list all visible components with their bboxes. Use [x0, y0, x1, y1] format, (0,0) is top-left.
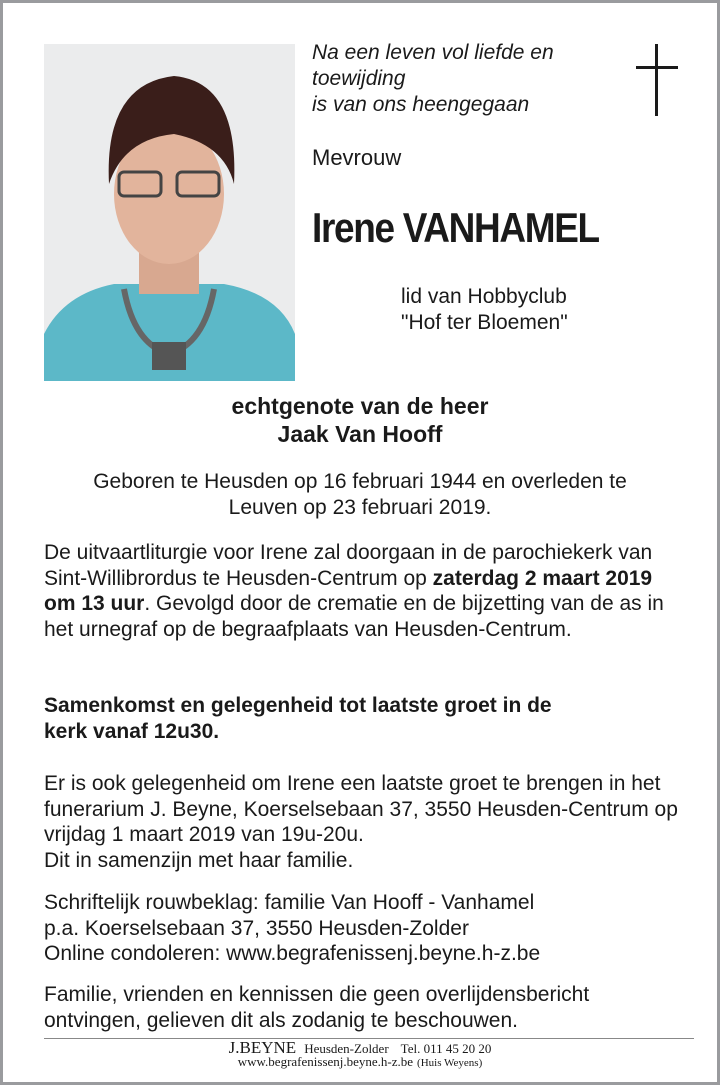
spouse [0, 392, 720, 448]
cross-icon [636, 44, 678, 116]
poem-line: is van ons heengegaan [312, 93, 530, 116]
funeral-home-house: (Huis Weyens) [417, 1057, 483, 1069]
club-line: "Hof ter Bloemen" [401, 311, 568, 334]
funeral-date: zaterdag 2 maart 2019 om 13 uur [44, 566, 653, 616]
contact-info [44, 890, 684, 967]
honorific: Mevrouw [312, 145, 402, 170]
funeral-info [44, 540, 684, 642]
funeral-home-footer [0, 1038, 720, 1070]
birth-death: Geboren te Heusden op 16 februari 1944 en overleden te Leuven op 23 februari 2019. [93, 470, 627, 519]
contact-line: p.a. Koerselsebaan 37, 3550 Heusden-Zolder [44, 916, 469, 940]
club-membership [401, 284, 568, 336]
spouse-name: Jaak Van Hooff [277, 421, 443, 447]
condolence-url: Online condoleren: www.begrafenissenj.beyne.h-z.be [44, 942, 541, 966]
funeral-text: . Gevolgd door de crematie en de bijzetting van de as in het urnegraf op de begraafplaats van Heusden-Centrum. [44, 592, 664, 641]
deceased-name: Irene VANHAMEL [312, 204, 599, 251]
portrait-photo [44, 44, 295, 381]
farewell-text: Er is ook gelegenheid om Irene een laatste groet te brengen in het funerarium J. Beyne, Koerselsebaan 37, 3550 Heusden-Centrum op vrijdag 1 maart 2019 van 19u-20u. [44, 772, 678, 847]
funeral-text: De uitvaartliturgie voor Irene zal doorgaan in de parochiekerk van Sint-Willibrordus te Heusden-Centrum op [44, 541, 653, 590]
divider [44, 1038, 694, 1039]
farewell-text: Dit in samenzijn met haar familie. [44, 848, 354, 872]
poem-line: toewijding [312, 67, 406, 90]
funeral-home-url: www.begrafenissenj.beyne.h-z.be [237, 1054, 414, 1069]
gathering-info: Samenkomst en gelegenheid tot laatste groet in de kerk vanaf 12u30. [44, 694, 552, 743]
funeral-home-phone: Tel. 011 45 20 20 [400, 1041, 492, 1056]
farewell-info [44, 771, 689, 873]
spouse-line: echtgenote van de heer [231, 393, 489, 419]
poem [312, 40, 554, 118]
closing-note: Familie, vrienden en kennissen die geen overlijdensbericht ontvingen, gelieven dit als zodanig te beschouwen. [44, 983, 590, 1032]
poem-line: Na een leven vol liefde en [312, 41, 554, 64]
funeral-home-name: J.BEYNE [228, 1038, 297, 1057]
contact-line: Schriftelijk rouwbeklag: familie Van Hooff - Vanhamel [44, 891, 535, 914]
club-line: lid van Hobbyclub [401, 285, 567, 308]
funeral-home-place: Heusden-Zolder [304, 1041, 389, 1056]
